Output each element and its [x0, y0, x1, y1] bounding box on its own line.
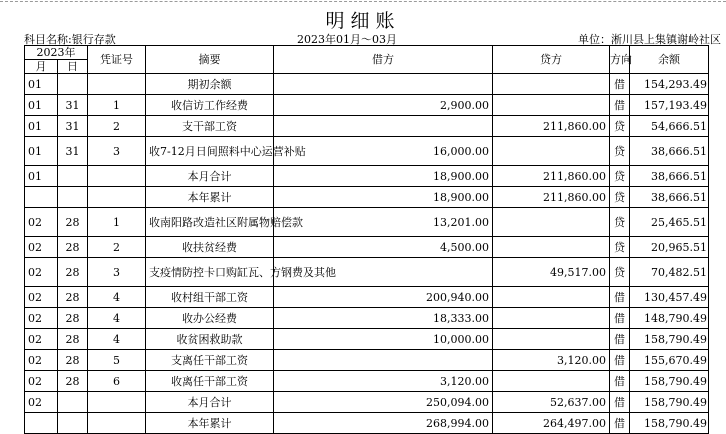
table-row — [25, 74, 709, 95]
credit-cell: 52,637.00 — [493, 392, 610, 413]
day-cell: 28 — [58, 350, 88, 371]
credit-cell — [493, 287, 610, 308]
debit-cell: 18,900.00 — [274, 166, 493, 187]
debit-cell: 2,900.00 — [274, 95, 493, 116]
day-cell — [58, 187, 88, 208]
table-row — [25, 350, 709, 371]
credit-cell: 49,517.00 — [493, 258, 610, 287]
debit-cell: 10,000.00 — [274, 329, 493, 350]
month-cell: 02 — [25, 329, 58, 350]
balance-cell: 54,666.51 — [630, 116, 709, 137]
month-cell: 02 — [25, 208, 58, 237]
direction-header: 方向 — [610, 46, 630, 74]
debit-cell: 268,994.00 — [274, 413, 493, 434]
month-cell: 01 — [25, 116, 58, 137]
summary-cell: 支疫情防控卡口购缸瓦、方钢费及其他 — [146, 258, 274, 287]
direction-cell: 借 — [610, 74, 630, 95]
debit-cell: 200,940.00 — [274, 287, 493, 308]
header-row-1 — [25, 46, 709, 60]
direction-cell: 借 — [610, 95, 630, 116]
month-cell: 01 — [25, 95, 58, 116]
table-row — [25, 95, 709, 116]
direction-cell: 贷 — [610, 237, 630, 258]
voucher-cell: 6 — [88, 371, 146, 392]
voucher-cell: 5 — [88, 350, 146, 371]
summary-cell: 收办公经费 — [146, 308, 274, 329]
direction-cell: 贷 — [610, 137, 630, 166]
voucher-cell: 2 — [88, 116, 146, 137]
day-cell — [58, 74, 88, 95]
direction-cell: 借 — [610, 308, 630, 329]
balance-cell: 158,790.49 — [630, 329, 709, 350]
month-cell: 02 — [25, 308, 58, 329]
direction-cell: 贷 — [610, 116, 630, 137]
day-cell: 28 — [58, 208, 88, 237]
voucher-cell — [88, 166, 146, 187]
summary-cell: 本年累计 — [146, 413, 274, 434]
debit-cell: 250,094.00 — [274, 392, 493, 413]
month-cell: 02 — [25, 258, 58, 287]
direction-cell: 贷 — [610, 166, 630, 187]
voucher-header: 凭证号 — [88, 46, 146, 74]
summary-cell: 收信访工作经费 — [146, 95, 274, 116]
voucher-cell: 1 — [88, 208, 146, 237]
summary-cell: 收扶贫经费 — [146, 237, 274, 258]
balance-cell: 158,790.49 — [630, 371, 709, 392]
credit-cell — [493, 329, 610, 350]
credit-cell — [493, 95, 610, 116]
day-cell: 28 — [58, 371, 88, 392]
day-cell: 31 — [58, 95, 88, 116]
direction-cell: 贷 — [610, 187, 630, 208]
month-cell — [25, 413, 58, 434]
voucher-cell: 2 — [88, 237, 146, 258]
credit-cell — [493, 371, 610, 392]
day-cell: 31 — [58, 116, 88, 137]
day-cell — [58, 392, 88, 413]
day-header: 日 — [58, 60, 88, 74]
table-row — [25, 208, 709, 237]
voucher-cell — [88, 413, 146, 434]
direction-cell: 借 — [610, 371, 630, 392]
summary-cell: 本月合计 — [146, 166, 274, 187]
summary-cell: 支离任干部工资 — [146, 350, 274, 371]
credit-cell — [493, 74, 610, 95]
debit-cell: 18,333.00 — [274, 308, 493, 329]
month-cell: 01 — [25, 74, 58, 95]
top-dashed-rule — [0, 1, 726, 2]
credit-cell: 3,120.00 — [493, 350, 610, 371]
debit-cell: 3,120.00 — [274, 371, 493, 392]
year-header: 2023年 — [25, 46, 88, 60]
credit-cell: 211,860.00 — [493, 187, 610, 208]
balance-cell: 25,465.51 — [630, 208, 709, 237]
voucher-cell — [88, 74, 146, 95]
table-row — [25, 329, 709, 350]
credit-cell — [493, 237, 610, 258]
credit-cell: 211,860.00 — [493, 116, 610, 137]
debit-cell: 18,900.00 — [274, 187, 493, 208]
day-cell: 28 — [58, 287, 88, 308]
debit-cell — [274, 74, 493, 95]
credit-cell: 211,860.00 — [493, 166, 610, 187]
debit-cell: 4,500.00 — [274, 237, 493, 258]
direction-cell: 借 — [610, 350, 630, 371]
summary-cell: 期初余额 — [146, 74, 274, 95]
balance-cell: 20,965.51 — [630, 237, 709, 258]
month-cell: 02 — [25, 371, 58, 392]
voucher-cell: 4 — [88, 329, 146, 350]
balance-cell: 158,790.49 — [630, 392, 709, 413]
month-header: 月 — [25, 60, 58, 74]
day-cell — [58, 166, 88, 187]
balance-cell: 155,670.49 — [630, 350, 709, 371]
voucher-cell: 3 — [88, 258, 146, 287]
balance-cell: 154,293.49 — [630, 74, 709, 95]
balance-cell: 70,482.51 — [630, 258, 709, 287]
summary-cell: 本年累计 — [146, 187, 274, 208]
debit-header: 借方 — [274, 46, 493, 74]
month-cell: 02 — [25, 350, 58, 371]
credit-header: 贷方 — [493, 46, 610, 74]
table-row — [25, 371, 709, 392]
balance-cell: 157,193.49 — [630, 95, 709, 116]
summary-cell: 收村组干部工资 — [146, 287, 274, 308]
debit-cell: 13,201.00 — [274, 208, 493, 237]
voucher-cell: 4 — [88, 287, 146, 308]
balance-cell: 148,790.49 — [630, 308, 709, 329]
table-row — [25, 258, 709, 287]
day-cell: 31 — [58, 137, 88, 166]
credit-cell — [493, 208, 610, 237]
month-cell: 02 — [25, 392, 58, 413]
balance-cell: 38,666.51 — [630, 187, 709, 208]
ledger-title: 明细账 — [325, 10, 401, 32]
balance-cell: 130,457.49 — [630, 287, 709, 308]
month-cell: 01 — [25, 166, 58, 187]
table-row — [25, 287, 709, 308]
month-cell: 01 — [25, 137, 58, 166]
day-cell — [58, 413, 88, 434]
summary-cell: 收南阳路改造社区附属物赔偿款 — [146, 208, 274, 237]
voucher-cell — [88, 392, 146, 413]
direction-cell: 借 — [610, 287, 630, 308]
balance-header: 余额 — [630, 46, 709, 74]
unit-name: 单位：淅川县上集镇谢岭社区 — [578, 33, 721, 46]
day-cell: 28 — [58, 237, 88, 258]
debit-cell — [274, 350, 493, 371]
summary-cell: 本月合计 — [146, 392, 274, 413]
summary-cell: 收7-12月日间照料中心运营补贴 — [146, 137, 274, 166]
table-row — [25, 237, 709, 258]
day-cell: 28 — [58, 329, 88, 350]
month-cell — [25, 187, 58, 208]
day-cell: 28 — [58, 258, 88, 287]
direction-cell: 借 — [610, 392, 630, 413]
credit-cell: 264,497.00 — [493, 413, 610, 434]
table-row — [25, 308, 709, 329]
account-name: 科目名称:银行存款 — [24, 33, 116, 46]
summary-cell: 收贫困救助款 — [146, 329, 274, 350]
day-cell: 28 — [58, 308, 88, 329]
table-row — [25, 413, 709, 434]
voucher-cell: 4 — [88, 308, 146, 329]
debit-cell: 16,000.00 — [274, 137, 493, 166]
table-row — [25, 392, 709, 413]
month-cell: 02 — [25, 287, 58, 308]
voucher-cell: 3 — [88, 137, 146, 166]
direction-cell: 贷 — [610, 258, 630, 287]
table-row — [25, 137, 709, 166]
summary-cell: 支干部工资 — [146, 116, 274, 137]
balance-cell: 38,666.51 — [630, 137, 709, 166]
month-cell: 02 — [25, 237, 58, 258]
balance-cell: 158,790.49 — [630, 413, 709, 434]
balance-cell: 38,666.51 — [630, 166, 709, 187]
summary-header: 摘要 — [146, 46, 274, 74]
ledger-table — [24, 45, 709, 434]
direction-cell: 贷 — [610, 208, 630, 237]
voucher-cell: 1 — [88, 95, 146, 116]
table-row — [25, 187, 709, 208]
direction-cell: 借 — [610, 413, 630, 434]
debit-cell — [274, 116, 493, 137]
period-range: 2023年01月～03月 — [297, 33, 397, 46]
ledger-body — [25, 74, 709, 434]
table-row — [25, 116, 709, 137]
credit-cell — [493, 308, 610, 329]
summary-cell: 收离任干部工资 — [146, 371, 274, 392]
credit-cell — [493, 137, 610, 166]
voucher-cell — [88, 187, 146, 208]
direction-cell: 借 — [610, 329, 630, 350]
table-row — [25, 166, 709, 187]
